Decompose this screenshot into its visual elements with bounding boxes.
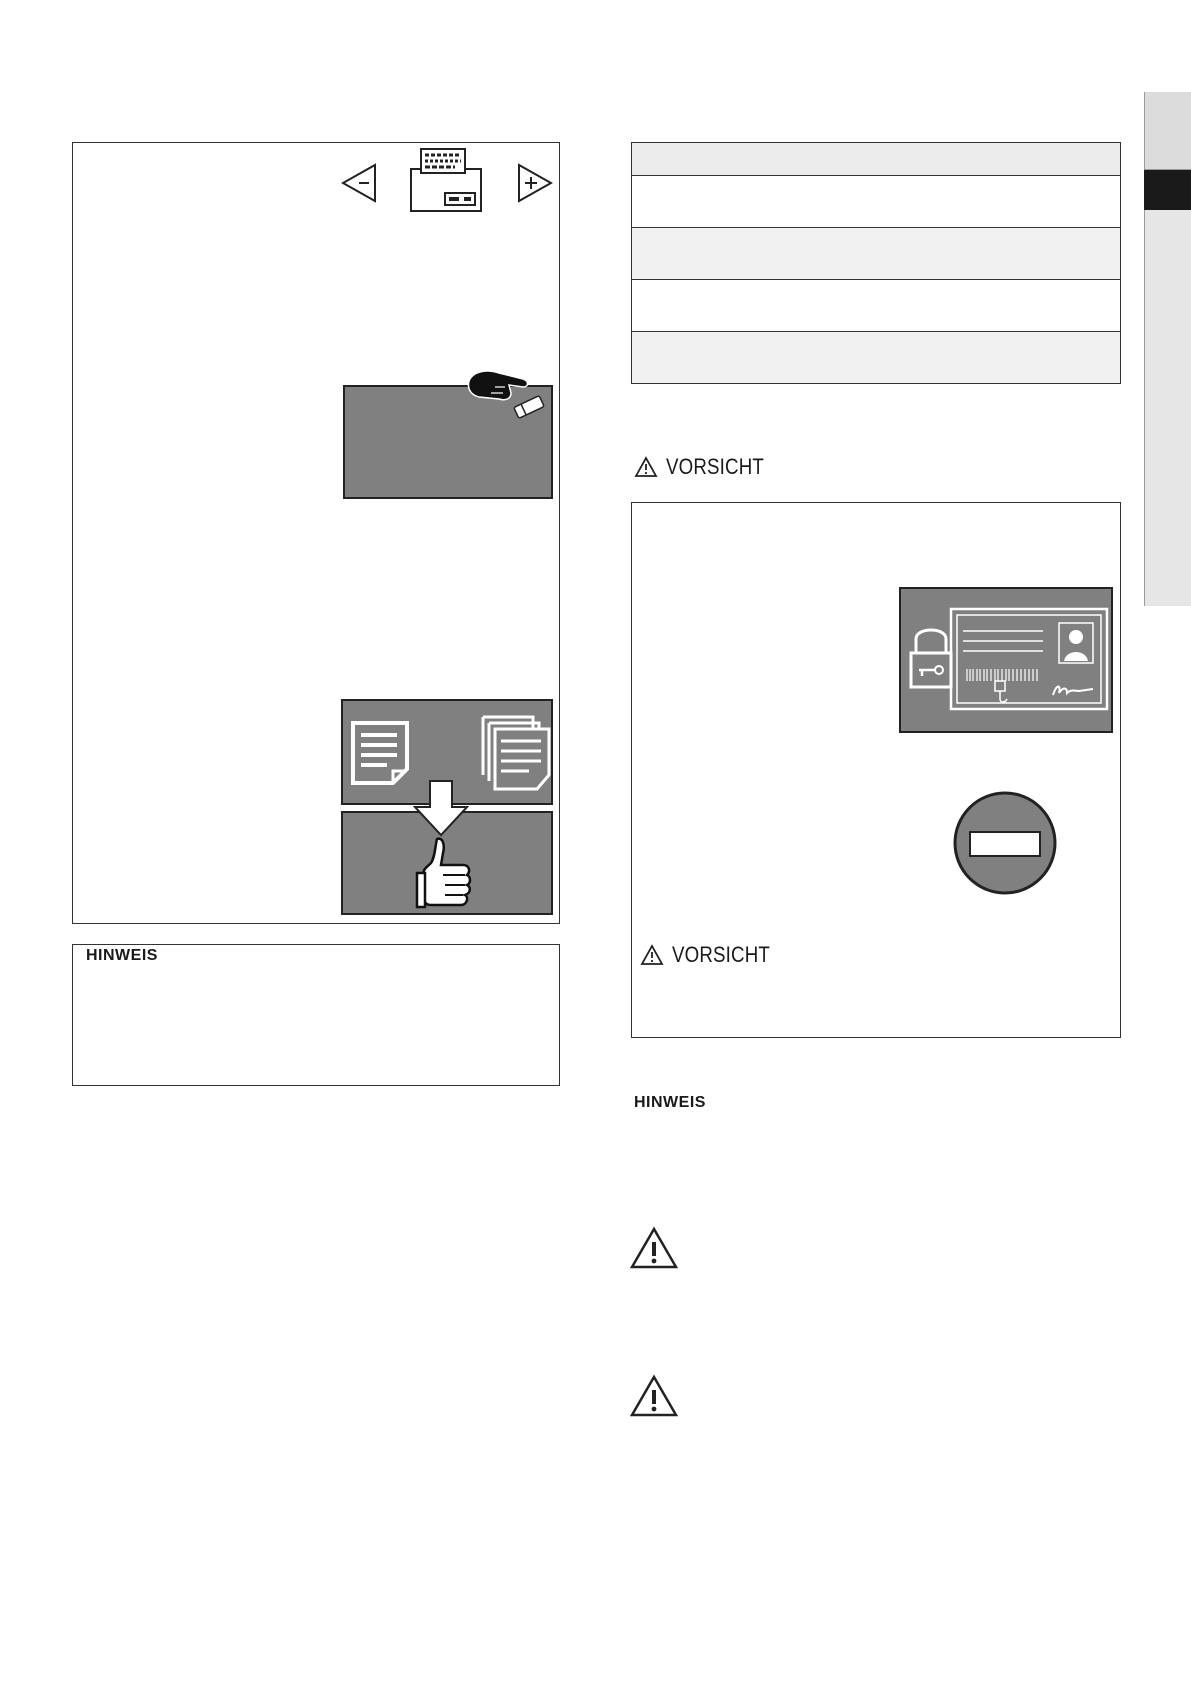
caution-heading-inner: [640, 941, 787, 969]
plus-triangle-icon[interactable]: [517, 163, 553, 203]
eraser-icon: [511, 393, 547, 421]
id-card-icon: [949, 607, 1109, 713]
multiple-documents-icon: [481, 715, 551, 791]
down-arrow-icon: [413, 779, 469, 837]
settings-table: [631, 142, 1121, 384]
warning-triangle-icon: [634, 456, 658, 478]
single-document-icon: [351, 721, 409, 785]
section-tab-previous[interactable]: [1144, 92, 1191, 170]
caution-label: VORSICHT: [666, 454, 764, 479]
padlock-icon: [908, 619, 954, 691]
table-row: [632, 279, 1120, 331]
printer-operation-panel: [72, 142, 560, 924]
warning-triangle-icon: [630, 1374, 678, 1418]
table-row: [632, 331, 1120, 383]
table-header-row: [632, 143, 1120, 175]
thumbs-up-icon: [415, 835, 473, 911]
caution-heading: [634, 453, 781, 481]
caution-box: [631, 502, 1121, 1038]
hinweis-heading-right: HINWEIS: [634, 1094, 706, 1111]
hinweis-heading: HINWEIS: [86, 947, 158, 964]
print-queue-icon: [409, 147, 483, 213]
minus-triangle-icon[interactable]: [341, 163, 377, 203]
warning-triangle-icon: [640, 944, 664, 966]
no-entry-icon: [952, 790, 1058, 896]
caution-label-inner: VORSICHT: [672, 942, 770, 967]
section-tab-active[interactable]: [1144, 170, 1191, 210]
table-row: [632, 175, 1120, 227]
hinweis-notice-box: [72, 944, 560, 1086]
warning-triangle-icon: [630, 1226, 678, 1270]
table-row: [632, 227, 1120, 279]
